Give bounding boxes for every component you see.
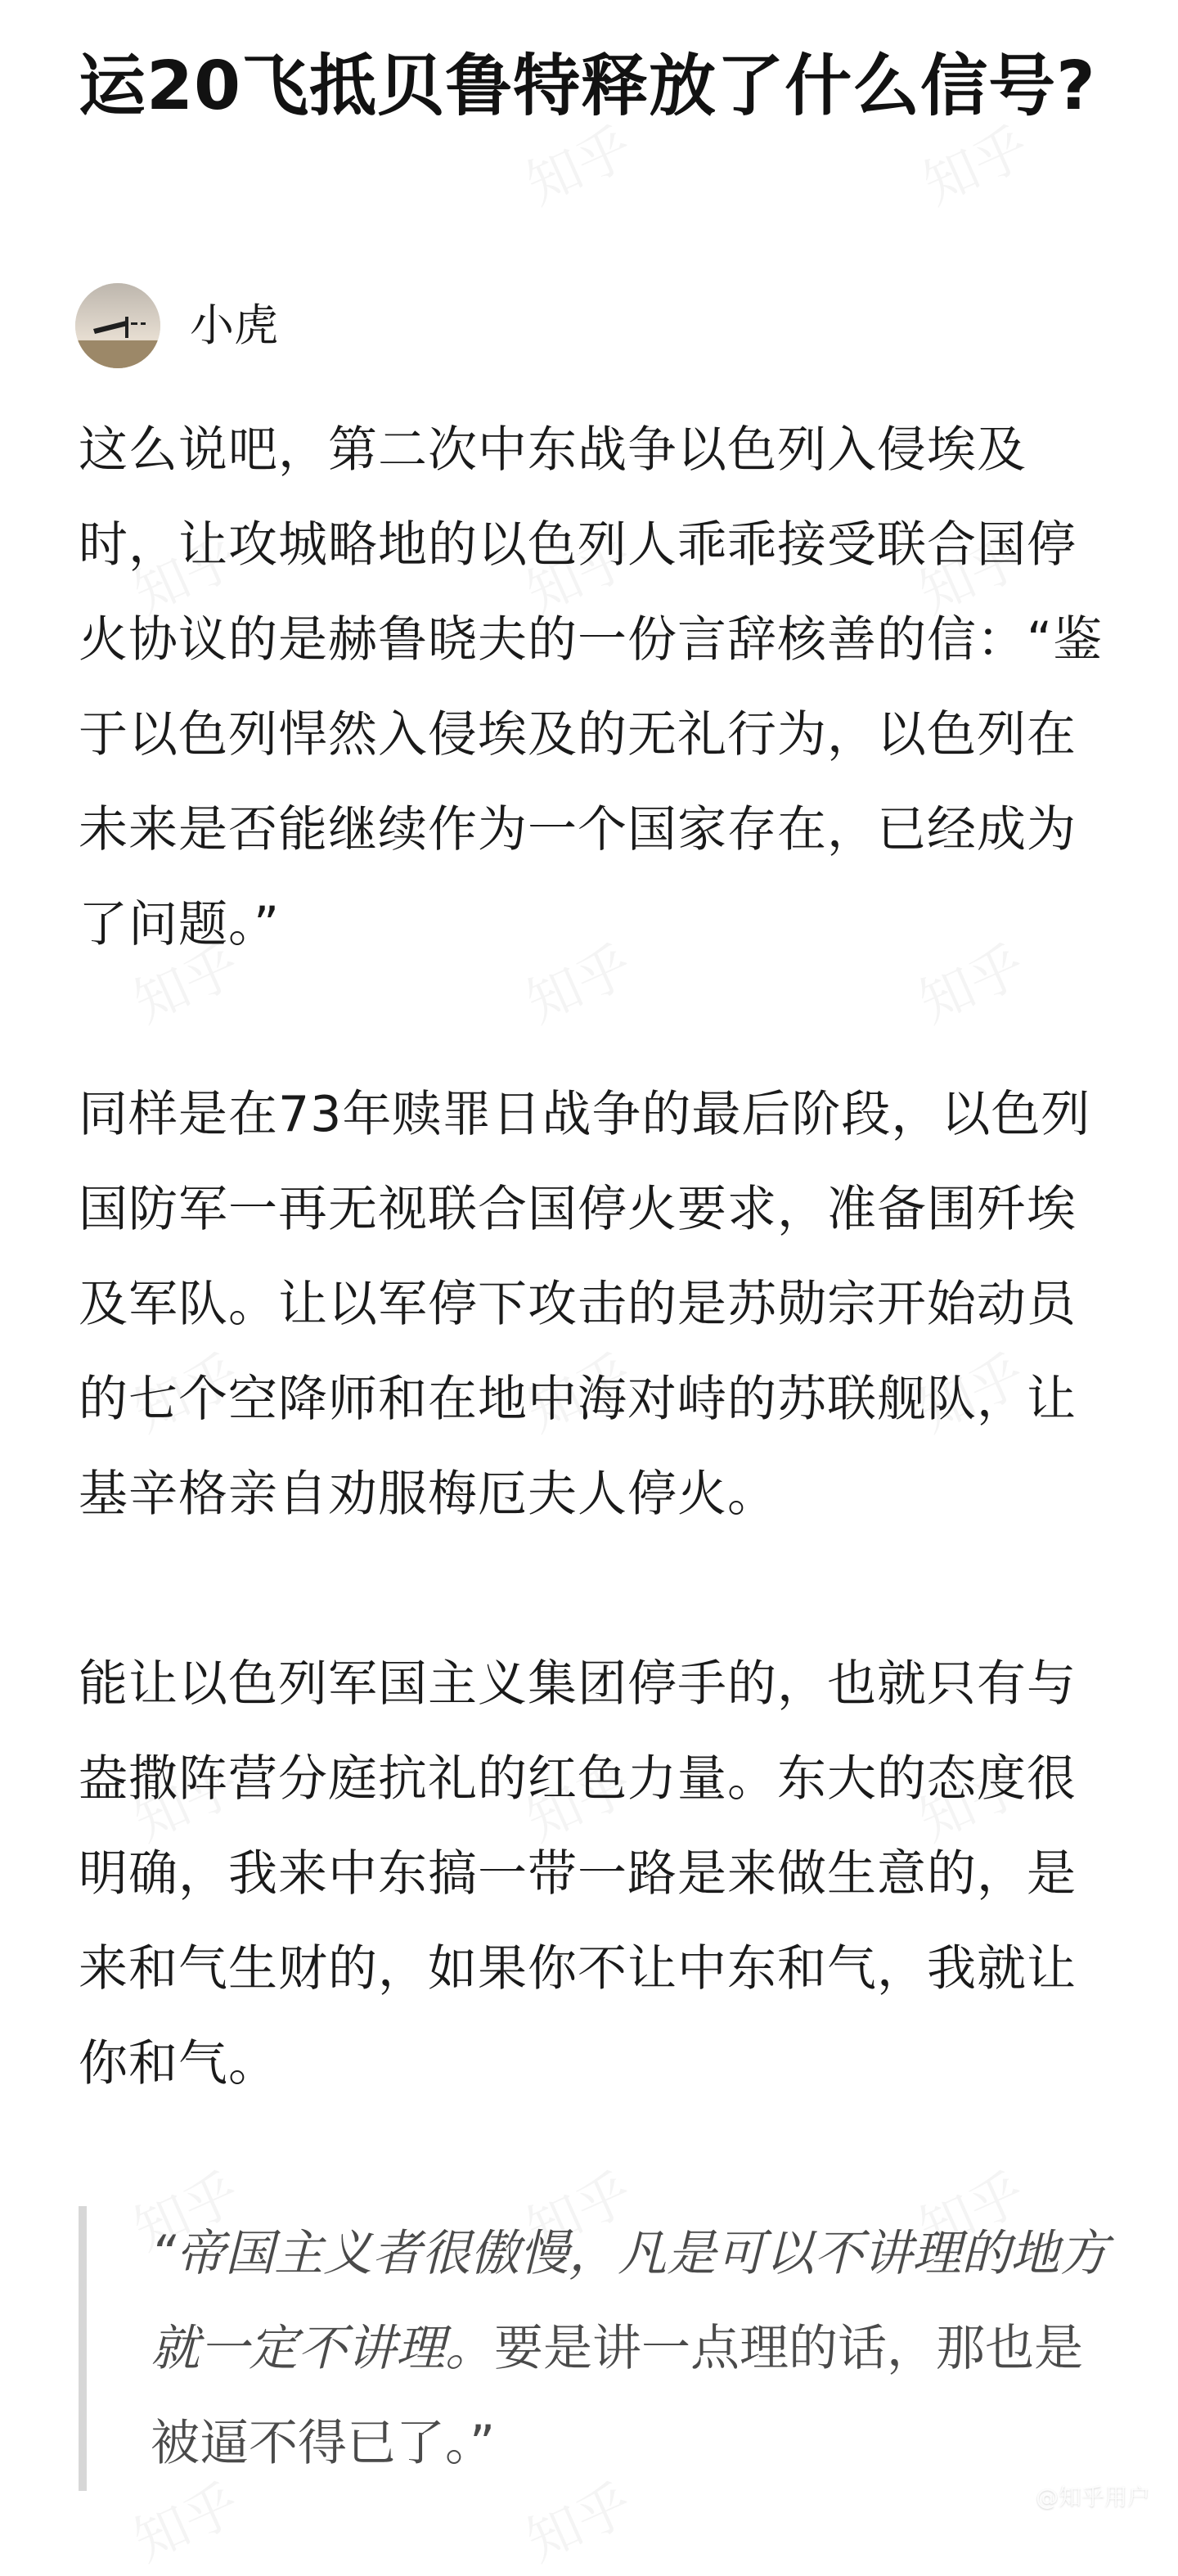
avatar-image [75,283,160,368]
weibo-icon [980,2471,1029,2520]
article-body [79,403,1113,2491]
weibo-watermark-text: @知乎用户 [1035,2484,1150,2511]
author-row[interactable] [75,283,278,368]
paragraph: 同样是在73年赎罪日战争的最后阶段，以色列国防军一再无视联合国停火要求，准备围歼埃及军队。让以军停下攻击的是苏勋宗开始动员的七个空降师和在地中海对峙的苏联舰队，让基辛格亲自劝服梅厄夫人停火。 [79,1086,1091,1523]
weibo-watermark [980,2471,1150,2520]
avatar[interactable] [75,283,160,368]
quote-italic-text: “帝国主义者很傲慢，凡是可以不讲理的地方就一定不讲理。 [151,2225,1109,2377]
paragraph: 这么说吧，第二次中东战争以色列入侵埃及时，让攻城略地的以色列人乖乖接受联合国停火协议的是赫鲁晓夫的一份言辞核善的信：“鉴于以色列悍然入侵埃及的无礼行为，以色列在未来是否能继续作为一个国家存在，已经成为了问题。” [79,421,1104,953]
author-name[interactable]: 小虎 [190,299,278,351]
paragraph: 能让以色列军国主义集团停手的，也就只有与盎撒阵营分庭抗礼的红色力量。东大的态度很明确，我来中东搞一带一路是来做生意的，是来和气生财的，如果你不让中东和气，我就让你和气。 [79,1655,1077,2092]
article-title: 运20飞抵贝鲁特释放了什么信号? [79,47,1096,125]
quote-text: 要是讲一点理的话，那也是被逼不得已了。” [151,2320,1083,2472]
quote-block [79,2206,1113,2491]
